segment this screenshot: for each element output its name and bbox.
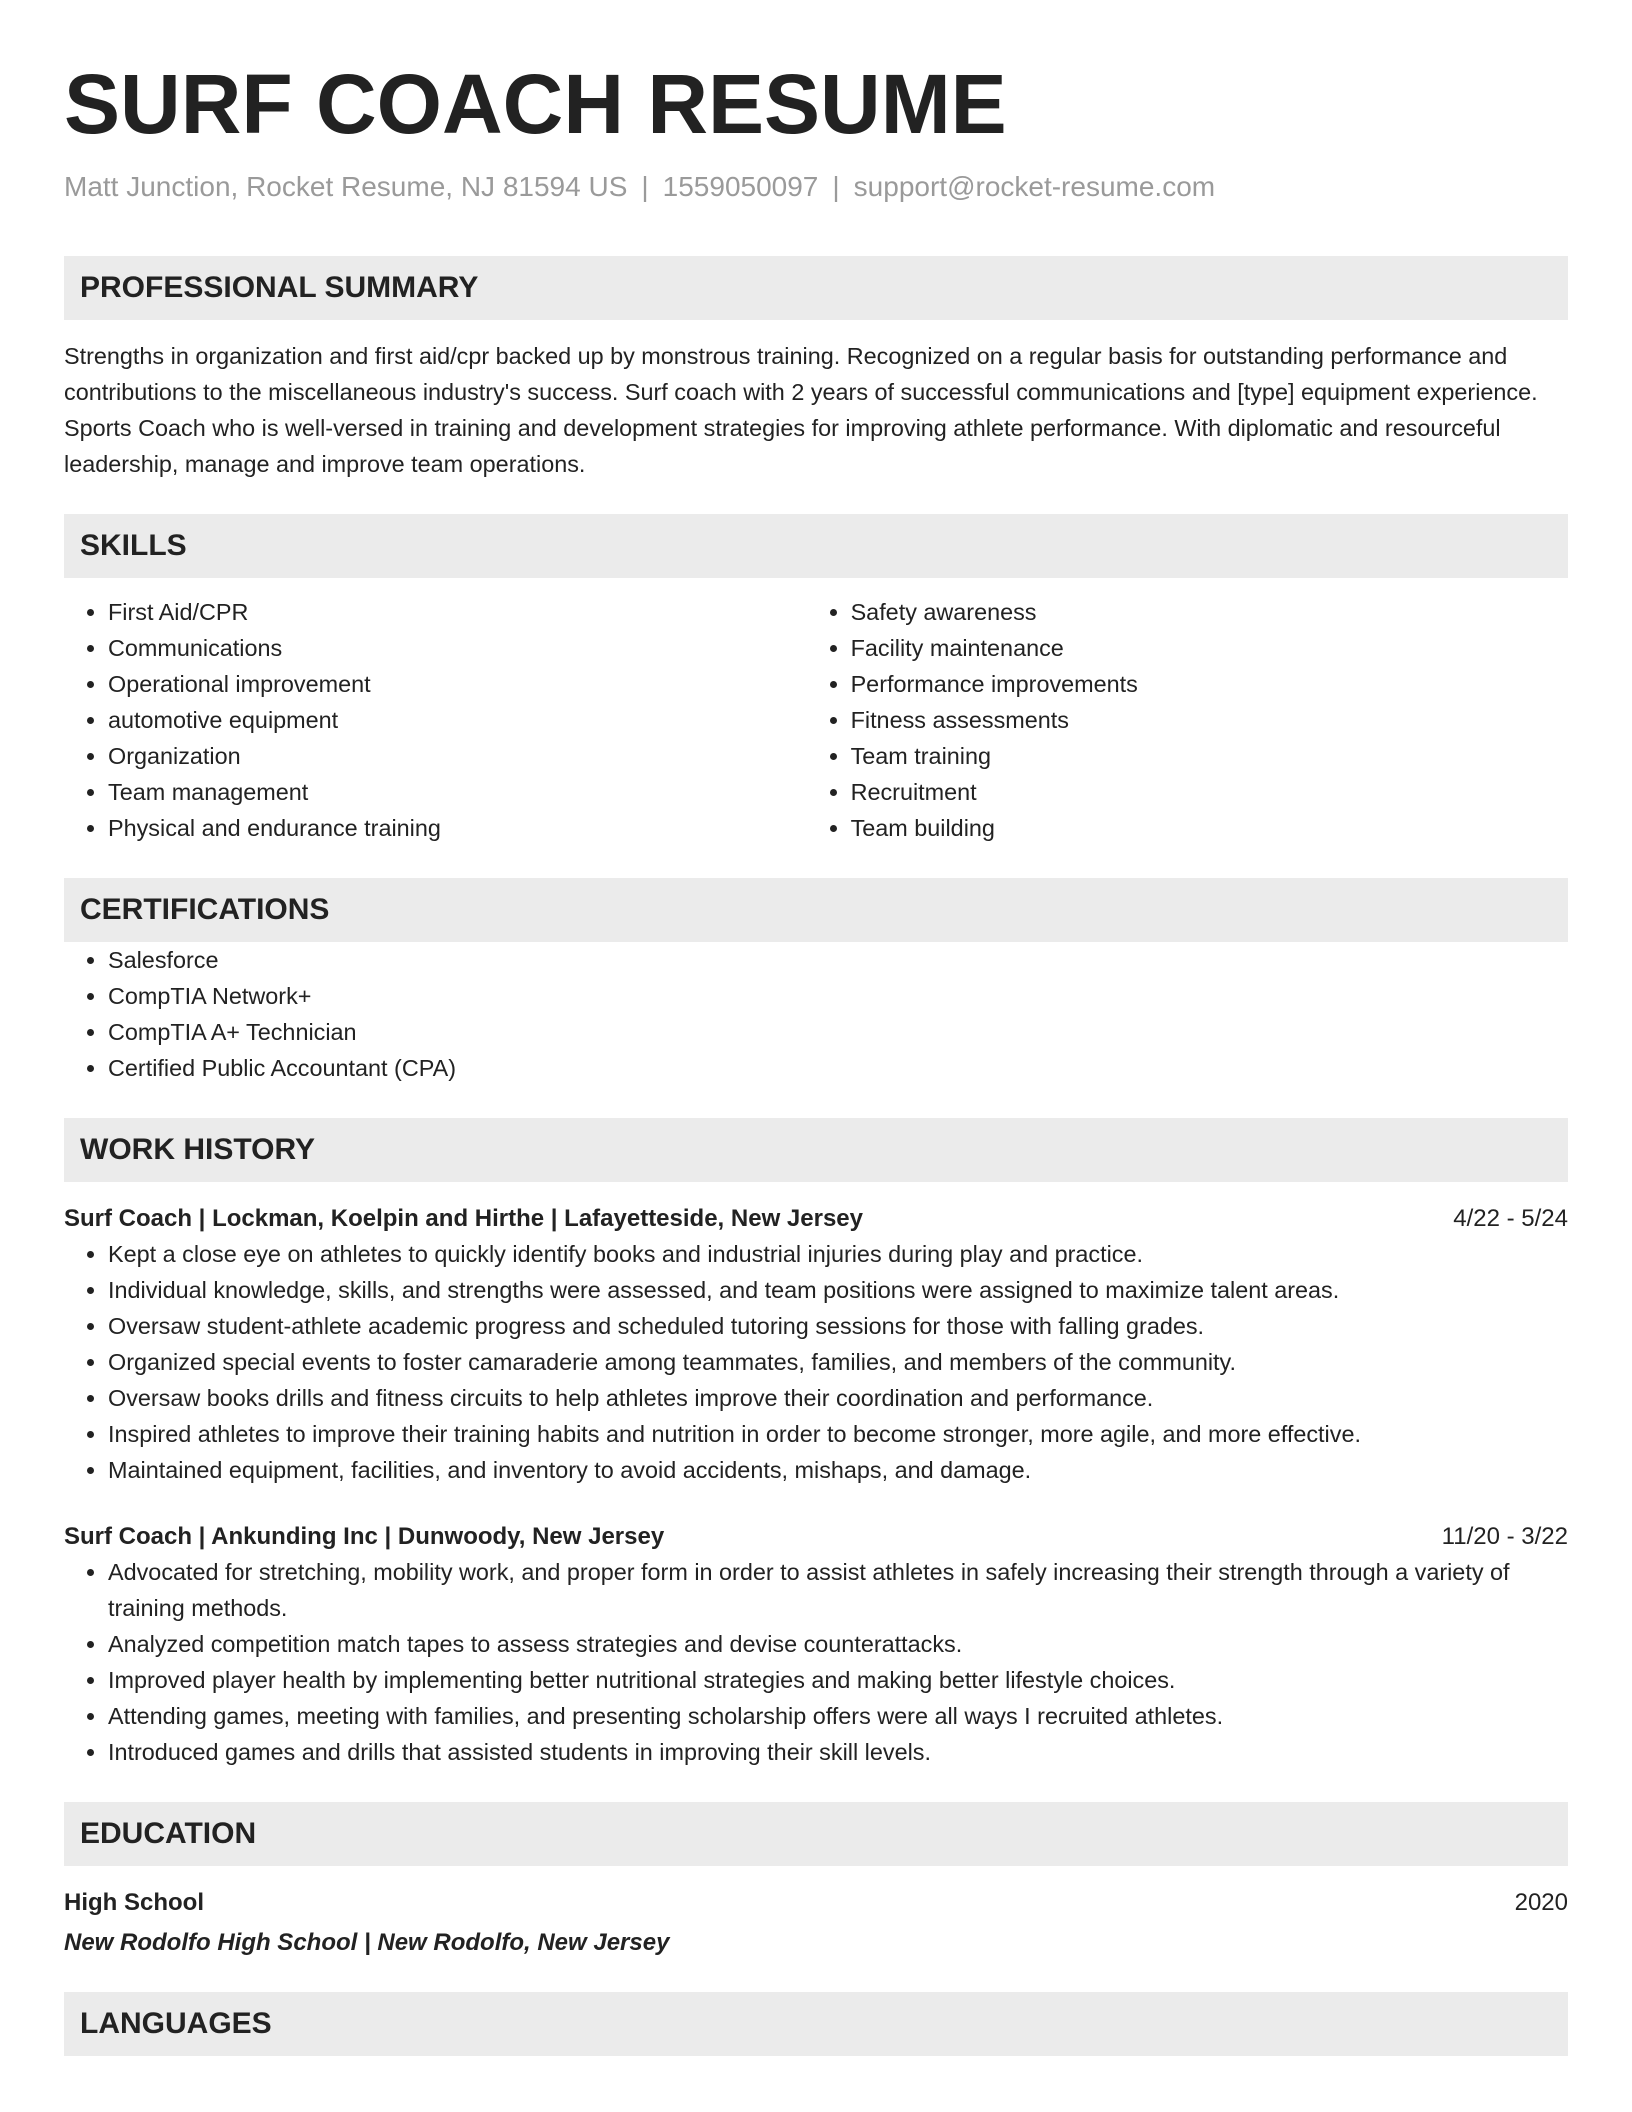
job-dates: 11/20 - 3/22 bbox=[1441, 1523, 1568, 1550]
section-heading-certifications: CERTIFICATIONS bbox=[64, 878, 1568, 942]
job-duty-item: • Improved player health by implementing better nutritional strategies and making better lifestyle choices. bbox=[108, 1662, 1568, 1698]
education-year: 2020 bbox=[1514, 1889, 1568, 1916]
skill-item: • Organization bbox=[108, 738, 807, 774]
job-duty-item: • Maintained equipment, facilities, and inventory to avoid accidents, mishaps, and damage. bbox=[108, 1452, 1568, 1488]
section-heading-skills: SKILLS bbox=[64, 514, 1568, 578]
skill-item: • Team building bbox=[851, 810, 1568, 846]
skills-grid bbox=[64, 594, 1568, 846]
contact-email: support@rocket-resume.com bbox=[853, 171, 1216, 202]
job-title: Surf Coach | Ankunding Inc | Dunwoody, New Jersey bbox=[64, 1523, 665, 1550]
certifications-list bbox=[64, 942, 1568, 1086]
skill-item: • Team training bbox=[851, 738, 1568, 774]
skill-item: • automotive equipment bbox=[108, 702, 807, 738]
section-heading-education: EDUCATION bbox=[64, 1802, 1568, 1866]
job-header bbox=[64, 1202, 1568, 1236]
job-duties-list bbox=[64, 1236, 1568, 1488]
job-title: Surf Coach | Lockman, Koelpin and Hirthe | Lafayetteside, New Jersey bbox=[64, 1205, 863, 1232]
job-duties-list bbox=[64, 1554, 1568, 1770]
job-duty-item: • Kept a close eye on athletes to quickly identify books and industrial injuries during play and practice. bbox=[108, 1236, 1568, 1272]
skill-item: • Team management bbox=[108, 774, 807, 810]
job-duty-item: • Inspired athletes to improve their training habits and nutrition in order to become stronger, more agile, and more effective. bbox=[108, 1416, 1568, 1452]
certification-item: • CompTIA A+ Technician bbox=[108, 1014, 1568, 1050]
job-duty-item: • Oversaw books drills and fitness circuits to help athletes improve their coordination and performance. bbox=[108, 1380, 1568, 1416]
job-duty-item: • Advocated for stretching, mobility work, and proper form in order to assist athletes in safely increasing their strength through a variety of training methods. bbox=[108, 1554, 1568, 1626]
job-duty-item: • Individual knowledge, skills, and strengths were assessed, and team positions were assigned to maximize talent areas. bbox=[108, 1272, 1568, 1308]
education-header bbox=[64, 1886, 1568, 1920]
contact-separator: | bbox=[641, 171, 649, 202]
job-duty-item: • Organized special events to foster camaraderie among teammates, families, and members of the community. bbox=[108, 1344, 1568, 1380]
skill-item: • Safety awareness bbox=[851, 594, 1568, 630]
job-duty-item: • Attending games, meeting with families, and presenting scholarship offers were all ways I recruited athletes. bbox=[108, 1698, 1568, 1734]
job-duty-item: • Analyzed competition match tapes to assess strategies and devise counterattacks. bbox=[108, 1626, 1568, 1662]
skill-item: • Fitness assessments bbox=[851, 702, 1568, 738]
contact-address: Matt Junction, Rocket Resume, NJ 81594 US bbox=[64, 171, 628, 202]
certification-item: • Salesforce bbox=[108, 942, 1568, 978]
certification-item: • CompTIA Network+ bbox=[108, 978, 1568, 1014]
skill-item: • Operational improvement bbox=[108, 666, 807, 702]
education-degree: High School bbox=[64, 1889, 204, 1916]
skill-item: • Physical and endurance training bbox=[108, 810, 807, 846]
section-heading-summary: PROFESSIONAL SUMMARY bbox=[64, 256, 1568, 320]
job-duty-item: • Oversaw student-athlete academic progress and scheduled tutoring sessions for those with falling grades. bbox=[108, 1308, 1568, 1344]
skill-item: • First Aid/CPR bbox=[108, 594, 807, 630]
summary-text: Strengths in organization and first aid/cpr backed up by monstrous training. Recognized on a regular basis for outstanding performance and contributions to the miscellaneous industry's success. Surf coach with 2 years of successful communications and [type] equipment experience. Sports Coach who is well-versed in training and development strategies for improving athlete performance. With diplomatic and resourceful leadership, manage and improve team operations. bbox=[64, 343, 1538, 477]
job-header bbox=[64, 1520, 1568, 1554]
education-school: New Rodolfo High School | New Rodolfo, New Jersey bbox=[64, 1929, 670, 1956]
skills-column-left bbox=[64, 594, 807, 846]
section-heading-languages: LANGUAGES bbox=[64, 1992, 1568, 2056]
resume-title: SURF COACH RESUME bbox=[64, 57, 1007, 151]
skill-item: • Facility maintenance bbox=[851, 630, 1568, 666]
job-dates: 4/22 - 5/24 bbox=[1453, 1205, 1568, 1232]
section-heading-work-history: WORK HISTORY bbox=[64, 1118, 1568, 1182]
certification-item: • Certified Public Accountant (CPA) bbox=[108, 1050, 1568, 1086]
contact-separator: | bbox=[832, 171, 840, 202]
skill-item: • Recruitment bbox=[851, 774, 1568, 810]
job-duty-item: • Introduced games and drills that assisted students in improving their skill levels. bbox=[108, 1734, 1568, 1770]
skills-column-right bbox=[807, 594, 1568, 846]
skill-item: • Performance improvements bbox=[851, 666, 1568, 702]
contact-phone: 1559050097 bbox=[662, 171, 819, 202]
contact-line bbox=[64, 170, 1568, 204]
skill-item: • Communications bbox=[108, 630, 807, 666]
